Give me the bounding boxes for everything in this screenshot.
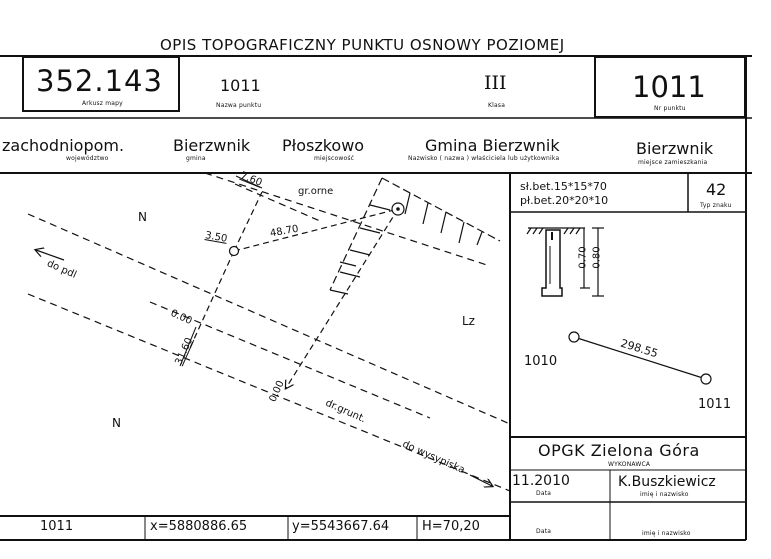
dim-31-60: 31.60	[173, 336, 196, 367]
miejscowosc-value: Płoszkowo	[282, 136, 365, 155]
gmina-value: Bierzwnik	[173, 136, 251, 155]
dim-0-80: 0.80	[591, 246, 603, 269]
network-point-1010: 1010	[524, 354, 558, 369]
klasa-label: Klasa	[488, 102, 506, 109]
label-N-bottom: N	[112, 416, 121, 430]
nr-value: 1011	[632, 70, 706, 104]
contractor-name: OPGK Zielona Góra	[538, 441, 700, 460]
zamieszkania-value: Bierzwnik	[636, 139, 714, 158]
network-distance: 298.55	[618, 336, 660, 361]
dim-7-60: 7.60	[238, 170, 264, 189]
dim-0-70: 0.70	[577, 246, 589, 269]
contractor-date-label: Data	[536, 490, 552, 497]
wojewodztwo-value: zachodniopom.	[2, 136, 125, 155]
footer-point: 1011	[40, 519, 74, 534]
nazwa-label: Nazwa punktu	[216, 102, 262, 109]
wlasciciel-value: Gmina Bierzwnik	[425, 136, 560, 155]
zamieszkania-label: miejsce zamieszkania	[638, 159, 708, 166]
label-N-top: N	[138, 210, 147, 224]
contractor-date: 11.2010	[512, 473, 570, 489]
nazwa-value: 1011	[220, 76, 261, 95]
arkusz-label: Arkusz mapy	[82, 100, 123, 107]
label-do-wysypiska: do wysypiska	[400, 438, 467, 477]
wlasciciel-label: Nazwisko ( nazwa ) właściciela lub użytkownika	[408, 155, 560, 162]
miejscowosc-label: miejscowość	[314, 155, 355, 162]
dim-0-00-a: 0.00	[168, 307, 194, 328]
label-gr-orne: gr.orne	[298, 186, 334, 197]
footer-y: y=5543667.64	[292, 519, 390, 534]
label-do-pdl: do pdl	[45, 258, 79, 281]
marker-spec-line2: pł.bet.20*20*10	[520, 194, 609, 207]
dim-3-50: 3.50	[204, 230, 229, 245]
label-Lz: Lz	[462, 314, 475, 328]
footer-x: x=5880886.65	[150, 519, 248, 534]
dim-0-00-b: 0.00	[267, 379, 287, 404]
network-point-1011: 1011	[698, 397, 732, 412]
contractor-person-label: imię i nazwisko	[640, 491, 689, 498]
typ-znaku-label: Typ znaku	[700, 202, 732, 209]
arkusz-value: 352.143	[36, 64, 163, 98]
page-title: OPIS TOPOGRAFICZNY PUNKTU OSNOWY POZIOMEJ	[160, 36, 565, 54]
contractor-person: K.Buszkiewicz	[618, 474, 716, 490]
footer-imie-label: imię i nazwisko	[642, 530, 691, 537]
nr-label: Nr punktu	[654, 105, 686, 112]
marker-spec-line1: sł.bet.15*15*70	[520, 180, 607, 193]
typ-znaku-value: 42	[706, 180, 727, 199]
klasa-value: III	[484, 72, 507, 94]
wykonawca-label: WYKONAWCA	[608, 461, 651, 468]
label-dr-grunt: dr.grunt.	[323, 397, 368, 426]
wojewodztwo-label: województwo	[66, 155, 109, 162]
dim-48-70: 48.70	[269, 223, 300, 240]
footer-data-label: Data	[536, 528, 552, 535]
footer-h: H=70,20	[422, 519, 480, 534]
gmina-label: gmina	[186, 155, 206, 162]
